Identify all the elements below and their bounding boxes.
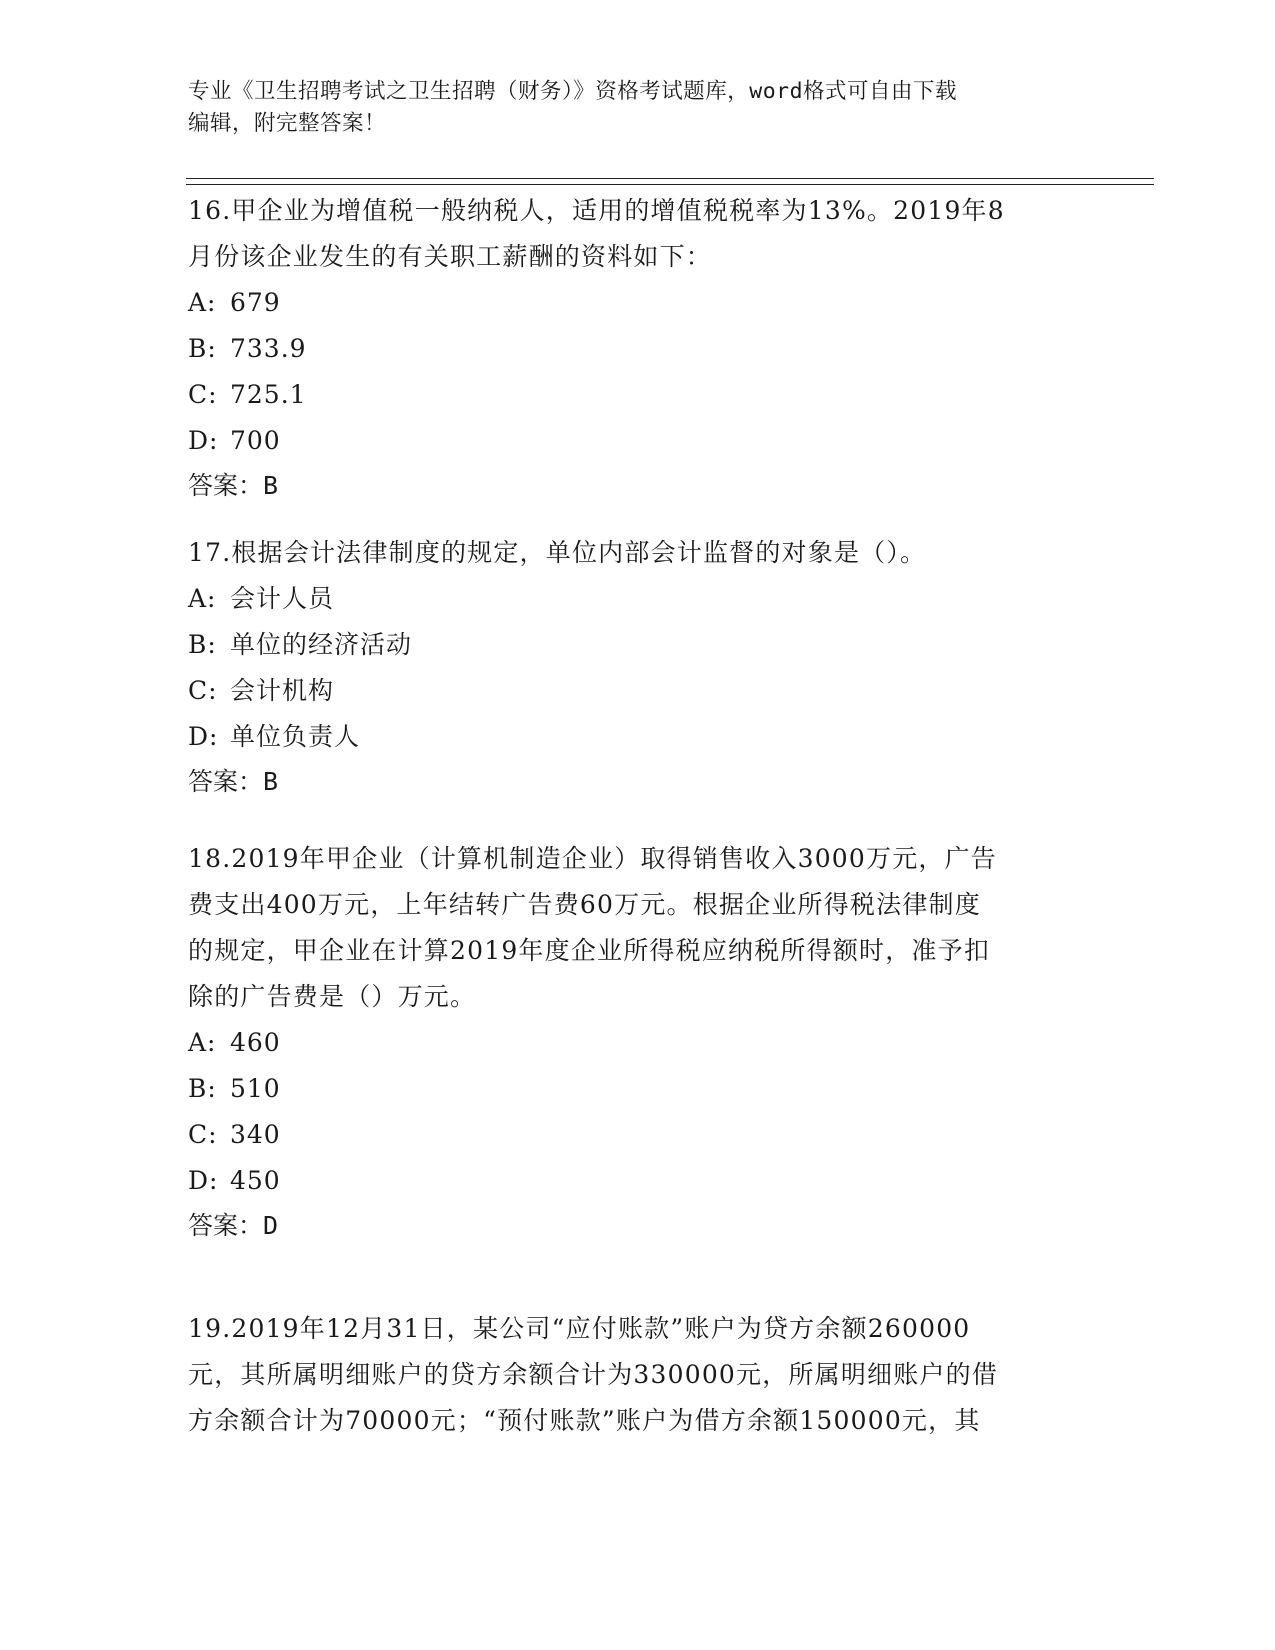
- question-stem-line: 18.2019年甲企业（计算机制造企业）取得销售收入3000万元，广告: [188, 844, 998, 873]
- answer-label: 答案：: [188, 471, 264, 500]
- question-stem-line: 17.根据会计法律制度的规定，单位内部会计监督的对象是（）。: [188, 538, 927, 567]
- header-divider-thick: [186, 178, 1154, 179]
- option-letter: B:: [188, 630, 217, 659]
- document-header: [188, 76, 1088, 140]
- answer-label: 答案：: [188, 767, 264, 796]
- option-b: [188, 622, 1078, 668]
- question-17: [188, 530, 1078, 804]
- option-c: [188, 668, 1078, 714]
- option-text: 679: [230, 288, 281, 317]
- question-stem-line: 元，其所属明细账户的贷方余额合计为330000元，所属明细账户的借: [188, 1360, 999, 1389]
- option-text: 733.9: [230, 334, 307, 363]
- option-letter: C:: [188, 1120, 218, 1149]
- option-b: [188, 1066, 1078, 1112]
- option-c: [188, 1112, 1078, 1158]
- option-letter: B:: [188, 1074, 217, 1103]
- answer-line: [188, 760, 1078, 804]
- header-line-2: 编辑，附完整答案！: [188, 111, 387, 136]
- option-d: [188, 1158, 1078, 1204]
- question-stem-line: 方余额合计为70000元；“预付账款”账户为借方余额150000元，其: [188, 1406, 981, 1435]
- option-a: [188, 576, 1078, 622]
- option-a: [188, 1020, 1078, 1066]
- option-text: 单位负责人: [230, 722, 361, 751]
- question-stem-line: 19.2019年12月31日，某公司“应付账款”账户为贷方余额260000: [188, 1314, 971, 1343]
- header-divider-thin: [186, 184, 1154, 185]
- option-letter: A:: [188, 584, 217, 613]
- question-stem-line: 费支出400万元，上年结转广告费60万元。根据企业所得税法律制度: [188, 890, 981, 919]
- option-letter: D:: [188, 722, 219, 751]
- option-text: 340: [230, 1120, 281, 1149]
- option-letter: D:: [188, 1166, 219, 1195]
- option-letter: D:: [188, 426, 219, 455]
- option-d: [188, 418, 1078, 464]
- answer-label: 答案：: [188, 1211, 264, 1240]
- answer-value: B: [263, 767, 279, 796]
- option-text: 460: [230, 1028, 281, 1057]
- option-text: 725.1: [230, 380, 307, 409]
- option-letter: C:: [188, 676, 218, 705]
- answer-value: B: [263, 471, 279, 500]
- question-16: [188, 188, 1078, 508]
- question-18: [188, 836, 1078, 1248]
- option-d: [188, 714, 1078, 760]
- question-stem-line: 16.甲企业为增值税一般纳税人，适用的增值税税率为13%。2019年8: [188, 196, 1005, 225]
- option-letter: C:: [188, 380, 218, 409]
- option-letter: B:: [188, 334, 217, 363]
- option-text: 会计机构: [230, 676, 335, 705]
- option-text: 单位的经济活动: [230, 630, 413, 659]
- header-line-1: 专业《卫生招聘考试之卫生招聘（财务）》资格考试题库，word格式可自由下载: [188, 79, 958, 104]
- option-text: 510: [230, 1074, 281, 1103]
- question-19: [188, 1306, 1078, 1444]
- answer-value: D: [263, 1211, 279, 1240]
- option-a: [188, 280, 1078, 326]
- option-text: 700: [230, 426, 281, 455]
- option-b: [188, 326, 1078, 372]
- question-stem-line: 除的广告费是（）万元。: [188, 982, 477, 1011]
- option-text: 450: [230, 1166, 281, 1195]
- option-c: [188, 372, 1078, 418]
- option-letter: A:: [188, 288, 217, 317]
- question-stem-line: 的规定，甲企业在计算2019年度企业所得税应纳税所得额时，准予扣: [188, 936, 991, 965]
- option-letter: A:: [188, 1028, 217, 1057]
- answer-line: [188, 464, 1078, 508]
- answer-line: [188, 1204, 1078, 1248]
- question-stem-line: 月份该企业发生的有关职工薪酬的资料如下：: [188, 242, 713, 271]
- option-text: 会计人员: [230, 584, 335, 613]
